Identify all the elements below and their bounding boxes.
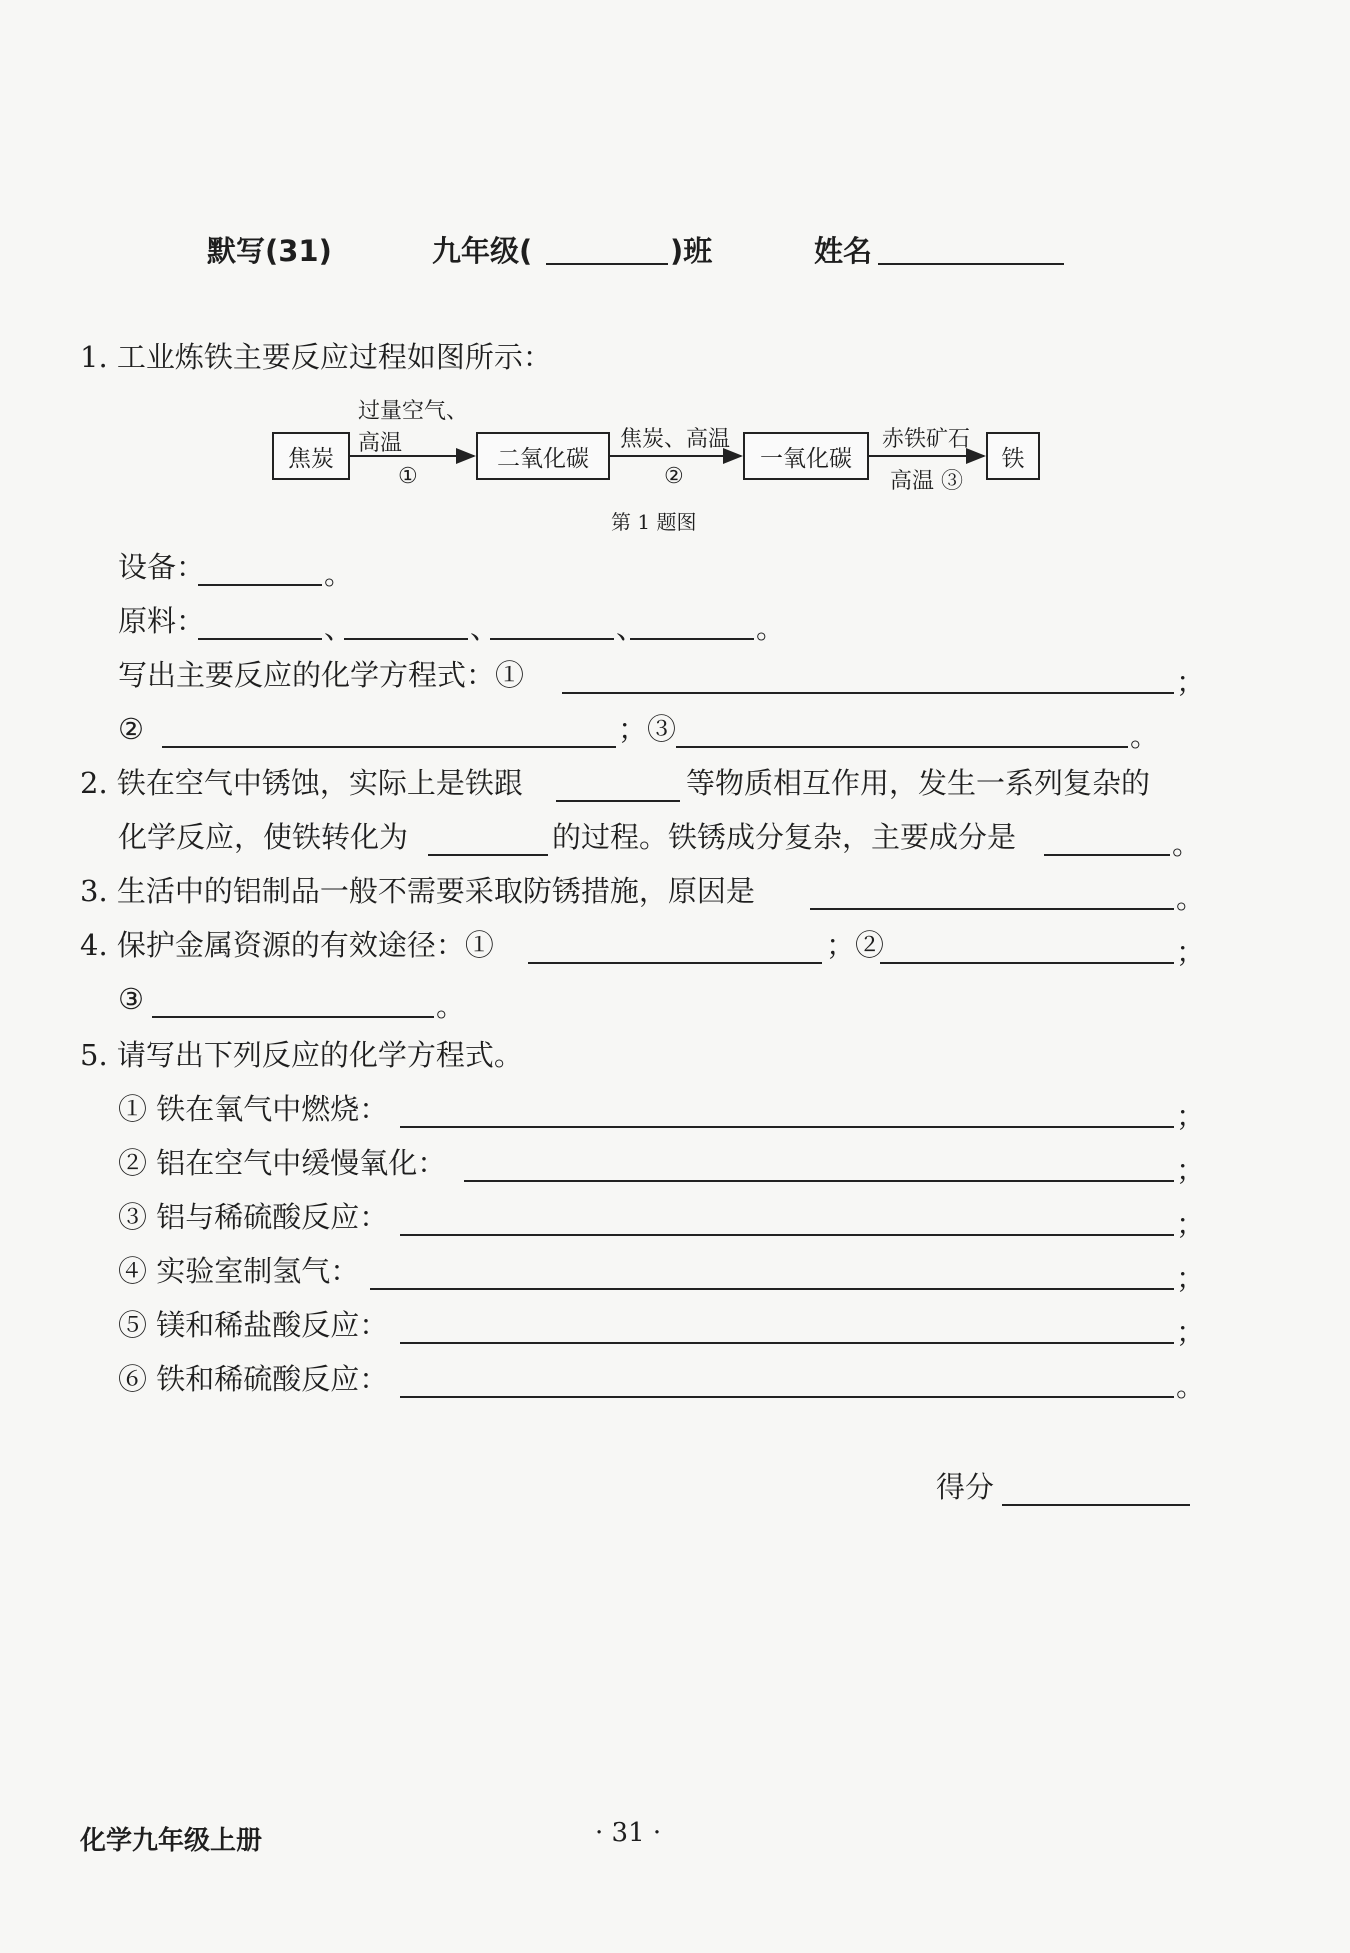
- q4-mid: ；②: [826, 928, 885, 962]
- q1-stem: 1. 工业炼铁主要反应过程如图所示：: [80, 340, 552, 374]
- q4-end: ；: [1176, 935, 1206, 969]
- q5-item-3-label: ③ 铝与稀硫酸反应：: [118, 1200, 389, 1234]
- equation-3-end: 。: [1130, 719, 1160, 753]
- q5-item-6-blank[interactable]: [400, 1396, 1174, 1398]
- materials-sep-1: 、: [324, 611, 354, 645]
- q4-third-end: 。: [436, 989, 466, 1023]
- equation-2-label: ②: [118, 712, 144, 746]
- q3-text: 3. 生活中的铝制品一般不需要采取防锈措施，原因是: [80, 874, 755, 908]
- box-coke: 焦炭: [272, 432, 350, 480]
- equipment-label: 设备：: [118, 550, 206, 584]
- q5-item-2-label: ② 铝在空气中缓慢氧化：: [118, 1146, 447, 1180]
- q2-line1-b: 等物质相互作用，发生一系列复杂的: [686, 766, 1151, 800]
- q4-blank-1[interactable]: [528, 962, 822, 964]
- equation-1-end: ；: [1176, 665, 1206, 699]
- equation-3-label: ；③: [618, 712, 677, 746]
- equipment-blank[interactable]: [198, 584, 322, 586]
- q5-item-1-end: ；: [1176, 1099, 1206, 1133]
- materials-sep-3: 、: [616, 611, 646, 645]
- q4-text: 4. 保护金属资源的有效途径：①: [80, 928, 494, 962]
- page-number: · 31 ·: [595, 1818, 662, 1848]
- q5-item-6-label: ⑥ 铁和稀硫酸反应：: [118, 1362, 389, 1396]
- arrow1-number: ①: [398, 464, 418, 489]
- q5-item-5-label: ⑤ 镁和稀盐酸反应：: [118, 1308, 389, 1342]
- q2-blank-2[interactable]: [428, 854, 548, 856]
- q2-line2-b: 的过程。铁锈成分复杂，主要成分是: [552, 820, 1017, 854]
- q4-third-label: ③: [118, 982, 144, 1016]
- equipment-end: 。: [324, 557, 354, 591]
- q2-line2-a: 化学反应，使铁转化为: [118, 820, 409, 854]
- score-label: 得分: [936, 1470, 995, 1504]
- arrow2-label: 焦炭、高温: [620, 427, 731, 452]
- arrow2-number: ②: [664, 464, 684, 489]
- box-iron: 铁: [986, 432, 1040, 480]
- name-label: 姓名: [814, 234, 873, 268]
- equation-blank-1[interactable]: [562, 692, 1174, 694]
- q5-item-5-end: ；: [1176, 1315, 1206, 1349]
- box-co2: 二氧化碳: [476, 432, 610, 480]
- q5-item-6-end: 。: [1176, 1369, 1206, 1403]
- material-blank-3[interactable]: [490, 638, 614, 640]
- q2-end: 。: [1172, 827, 1202, 861]
- worksheet-title: 默写(31): [207, 234, 332, 268]
- q5-item-2-end: ；: [1176, 1153, 1206, 1187]
- arrow3-label: 赤铁矿石: [882, 427, 971, 452]
- materials-label: 原料：: [118, 604, 206, 638]
- box-co: 一氧化碳: [743, 432, 869, 480]
- diagram-caption: 第 1 题图: [611, 510, 697, 534]
- material-blank-2[interactable]: [344, 638, 468, 640]
- equation-blank-2[interactable]: [162, 746, 616, 748]
- q5-item-3-end: ；: [1176, 1207, 1206, 1241]
- grade-prefix: 九年级(: [432, 234, 533, 268]
- q2-blank-3[interactable]: [1044, 854, 1170, 856]
- equations-label: 写出主要反应的化学方程式：①: [118, 658, 525, 692]
- q5-item-3-blank[interactable]: [400, 1234, 1174, 1236]
- q5-item-4-label: ④ 实验室制氢气：: [118, 1254, 360, 1288]
- q3-end: 。: [1176, 881, 1206, 915]
- q4-blank-2[interactable]: [880, 962, 1174, 964]
- q3-blank[interactable]: [810, 908, 1174, 910]
- materials-sep-2: 、: [470, 611, 500, 645]
- grade-suffix: )班: [670, 234, 713, 268]
- q5-item-4-end: ；: [1176, 1261, 1206, 1295]
- materials-end: 。: [756, 611, 786, 645]
- q5-item-1-blank[interactable]: [400, 1126, 1174, 1128]
- q5-stem: 5. 请写出下列反应的化学方程式。: [80, 1038, 523, 1072]
- arrow1-label-line2: 高温: [358, 431, 403, 456]
- q2-line1-a: 2. 铁在空气中锈蚀，实际上是铁跟: [80, 766, 523, 800]
- q5-item-5-blank[interactable]: [400, 1342, 1174, 1344]
- arrow1-label-line1: 过量空气、: [358, 399, 469, 424]
- material-blank-1[interactable]: [198, 638, 322, 640]
- arrow3-under-label: 高温 ③: [890, 469, 963, 494]
- q5-item-1-label: ① 铁在氧气中燃烧：: [118, 1092, 389, 1126]
- book-title: 化学九年级上册: [80, 1826, 263, 1856]
- score-blank[interactable]: [1002, 1504, 1190, 1506]
- equation-blank-3[interactable]: [676, 746, 1128, 748]
- q4-blank-3[interactable]: [152, 1016, 434, 1018]
- q2-blank-1[interactable]: [556, 800, 680, 802]
- material-blank-4[interactable]: [630, 638, 754, 640]
- q5-item-2-blank[interactable]: [464, 1180, 1174, 1182]
- q5-item-4-blank[interactable]: [370, 1288, 1174, 1290]
